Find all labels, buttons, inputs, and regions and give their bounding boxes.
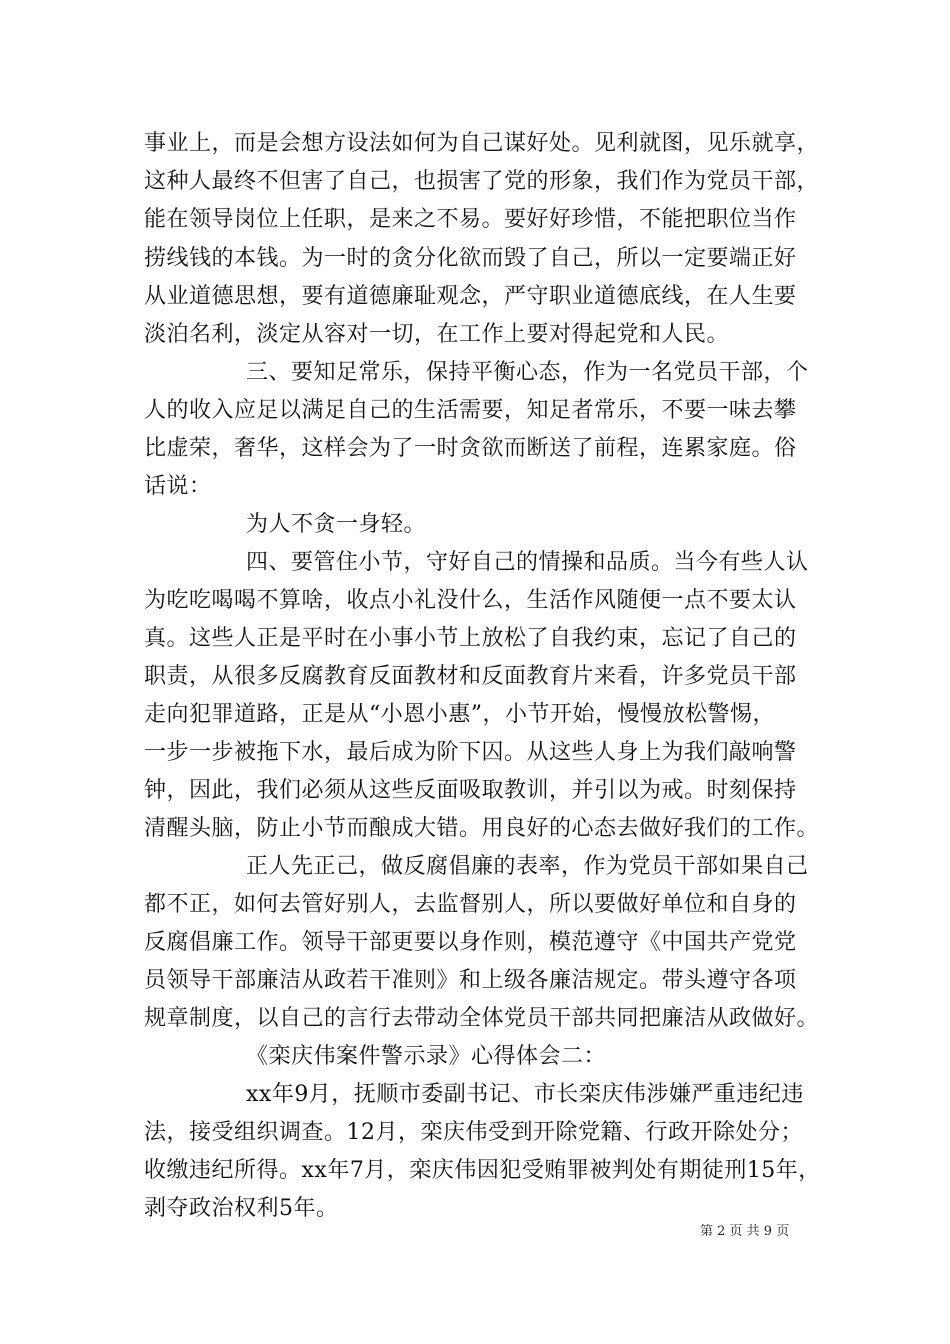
text-line: 法，接受组织调查。12月，栾庆伟受到开除党籍、行政开除处分； <box>144 1120 803 1145</box>
paragraph-start-line: xx年9月，抚顺市委副书记、市长栾庆伟涉嫌严重违纪违 <box>246 1082 804 1107</box>
paragraph-start-line: 四、要管住小节，守好自己的情操和品质。当今有些人认 <box>246 550 809 575</box>
text-line: 话说： <box>144 474 212 499</box>
text-line: 收缴违纪所得。xx年7月，栾庆伟因犯受贿罪被判处有期徒刑15年， <box>144 1158 821 1183</box>
text-line: 事业上，而是会想方设法如何为自己谋好处。见利就图，见乐就享， <box>144 131 820 156</box>
text-line: 反腐倡廉工作。领导干部更要以身作则，模范遵守《中国共产党党 <box>144 930 797 955</box>
text-line: 能在领导岗位上任职，是来之不易。要好好珍惜，不能把职位当作 <box>144 207 797 232</box>
text-line: 淡泊名利，淡定从容对一切，在工作上要对得起党和人民。 <box>144 322 730 347</box>
text-line: 清醒头脑，防止小节而酿成大错。用良好的心态去做好我们的工作。 <box>144 816 820 841</box>
text-line: 为吃吃喝喝不算啥，收点小礼没什么，生活作风随便一点不要太认 <box>144 588 797 613</box>
text-line: 走向犯罪道路，正是从“小恩小惠”，小节开始，慢慢放松警惕， <box>144 702 775 727</box>
text-line: 人的收入应足以满足自己的生活需要，知足者常乐，不要一味去攀 <box>144 398 797 423</box>
paragraph-start-line: 正人先正己，做反腐倡廉的表率，作为党员干部如果自己 <box>246 854 809 879</box>
text-line: 真。这些人正是平时在小事小节上放松了自我约束，忘记了自己的 <box>144 626 797 651</box>
text-line: 从业道德思想，要有道德廉耻观念，严守职业道德底线，在人生要 <box>144 284 797 309</box>
quote-line: 为人不贪一身轻。 <box>246 512 427 537</box>
text-line: 比虚荣，奢华，这样会为了一时贪欲而断送了前程，连累家庭。俗 <box>144 436 797 461</box>
text-line: 剥夺政治权利5年。 <box>144 1196 339 1221</box>
text-line: 捞线钱的本钱。为一时的贪分化欲而毁了自己，所以一定要端正好 <box>144 246 797 271</box>
page-number: 第 2 页 共 9 页 <box>700 1224 790 1239</box>
text-line: 钟，因此，我们必须从这些反面吸取教训，并引以为戒。时刻保持 <box>144 778 797 803</box>
text-line: 一步一步被拖下水，最后成为阶下囚。从这些人身上为我们敲响警 <box>144 740 797 765</box>
paragraph-start-line: 三、要知足常乐，保持平衡心态，作为一名党员干部，个 <box>246 360 809 385</box>
text-line: 这种人最终不但害了自己，也损害了党的形象，我们作为党员干部， <box>144 169 820 194</box>
text-line: 规章制度，以自己的言行去带动全体党员干部共同把廉洁从政做好。 <box>144 1006 820 1031</box>
section-heading: 《栾庆伟案件警示录》心得体会二： <box>246 1044 607 1069</box>
text-line: 都不正，如何去管好别人，去监督别人，所以要做好单位和自身的 <box>144 892 797 917</box>
text-line: 职责，从很多反腐教育反面教材和反面教育片来看，许多党员干部 <box>144 664 797 689</box>
text-line: 员领导干部廉洁从政若干准则》和上级各廉洁规定。带头遵守各项 <box>144 968 797 993</box>
